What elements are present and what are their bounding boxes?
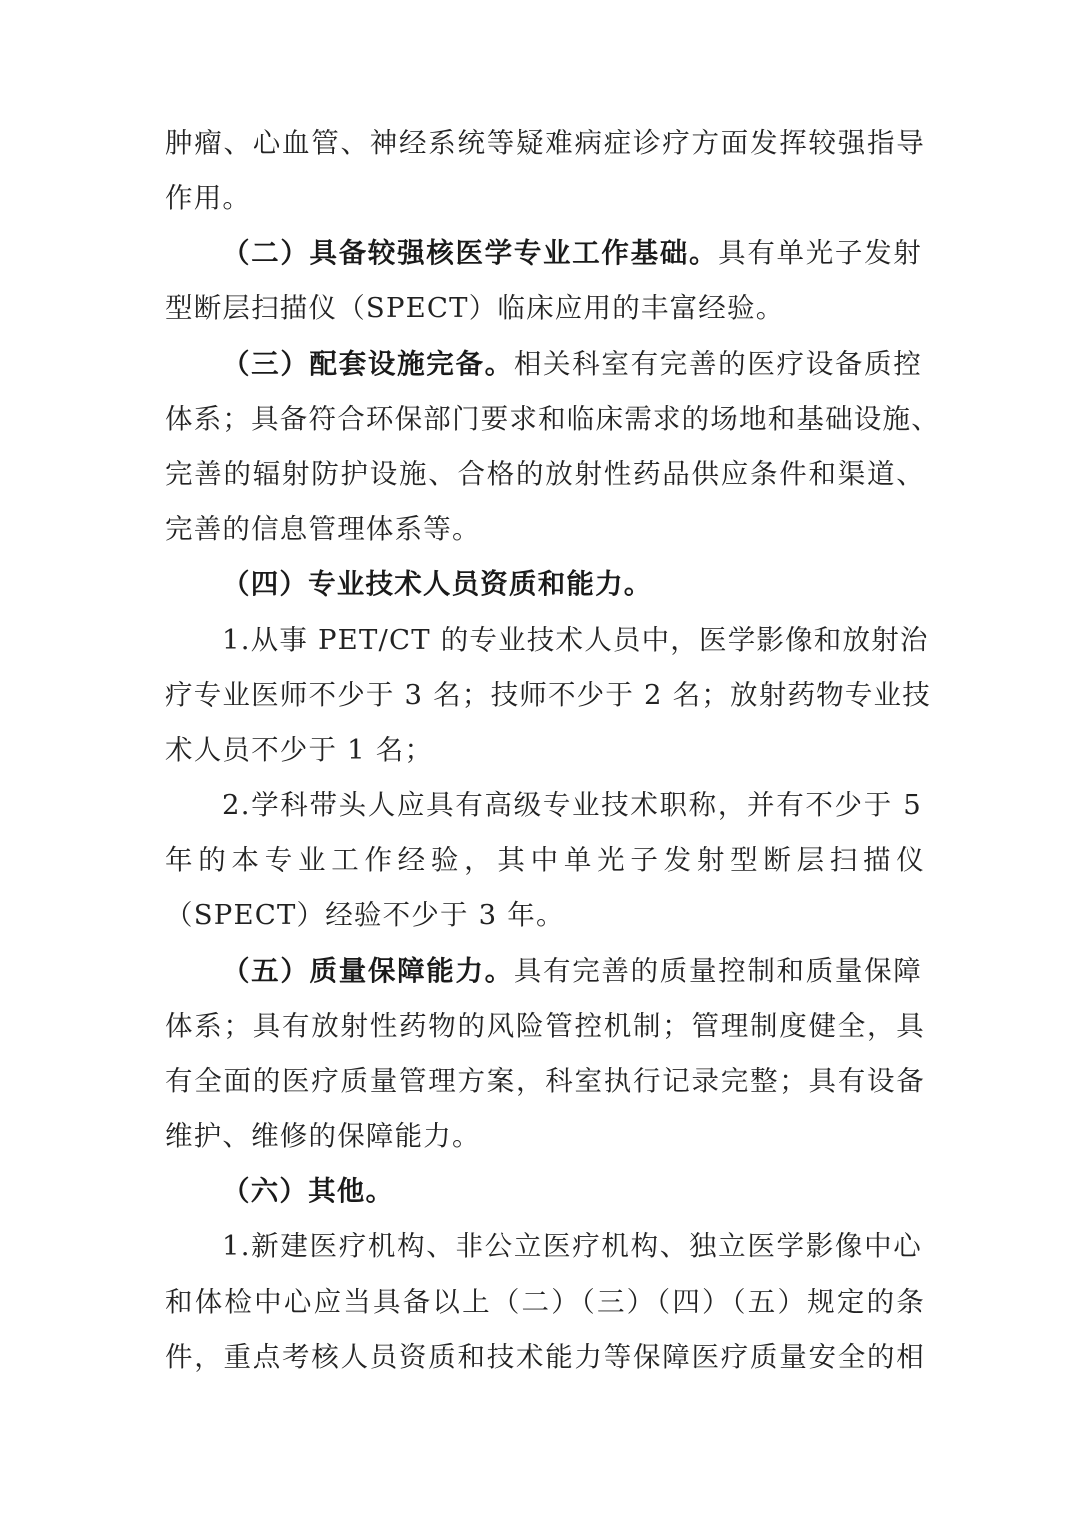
paragraph-line <box>165 675 931 715</box>
paragraph-line <box>222 620 929 660</box>
line-text: 2.学科带头人应具有高级专业技术职称，并有不少于 5 <box>222 789 922 821</box>
line-text: 肿瘤、心血管、神经系统等疑难病症诊疗方面发挥较强指导 <box>165 127 925 159</box>
section-heading-line <box>222 1171 922 1211</box>
line-text: 1.新建医疗机构、非公立医疗机构、独立医学影像中心 <box>222 1230 922 1262</box>
paragraph-line <box>165 1006 925 1046</box>
section-heading: （五）质量保障能力。 <box>222 955 514 987</box>
line-text: 和体检中心应当具备以上（二）（三）（四）（五）规定的条 <box>165 1286 925 1318</box>
line-text: 年的本专业工作经验，其中单光子发射型断层扫描仪 <box>165 844 925 876</box>
paragraph-line <box>165 123 925 163</box>
section-heading-line <box>222 564 922 604</box>
section-heading-line <box>222 951 922 991</box>
line-text: 1.从事 PET/CT 的专业技术人员中，医学影像和放射治 <box>222 624 929 656</box>
line-text: 有全面的医疗质量管理方案，科室执行记录完整；具有设备 <box>165 1065 925 1097</box>
paragraph-line <box>165 840 925 880</box>
line-text: 作用。 <box>165 182 252 214</box>
paragraph-line <box>222 1226 922 1266</box>
line-text: 具有单光子发射 <box>718 237 922 269</box>
section-heading: （三）配套设施完备。 <box>222 348 514 380</box>
section-heading: （六）其他。 <box>222 1175 395 1207</box>
line-text: 术人员不少于 1 名； <box>165 734 434 766</box>
section-heading-line <box>222 344 922 384</box>
paragraph-line <box>165 399 940 439</box>
paragraph-line <box>165 1282 925 1322</box>
paragraph-line <box>165 1337 925 1377</box>
paragraph-line <box>165 730 925 770</box>
line-text: （SPECT）经验不少于 3 年。 <box>165 899 565 931</box>
line-text: 件，重点考核人员资质和技术能力等保障医疗质量安全的相 <box>165 1341 925 1373</box>
paragraph-line <box>165 288 925 328</box>
line-text: 体系；具备符合环保部门要求和临床需求的场地和基础设施、 <box>165 403 940 435</box>
paragraph-line <box>165 178 925 218</box>
line-text: 维护、维修的保障能力。 <box>165 1120 481 1152</box>
line-text: 型断层扫描仪（SPECT）临床应用的丰富经验。 <box>165 292 785 324</box>
section-heading: （二）具备较强核医学专业工作基础。 <box>222 237 719 269</box>
line-text: 完善的信息管理体系等。 <box>165 513 481 545</box>
line-text: 具有完善的质量控制和质量保障 <box>513 955 922 987</box>
line-text: 完善的辐射防护设施、合格的放射性药品供应条件和渠道、 <box>165 458 925 490</box>
line-text: 体系；具有放射性药物的风险管控机制；管理制度健全，具 <box>165 1010 925 1042</box>
paragraph-line <box>165 895 925 935</box>
paragraph-line <box>165 1061 925 1101</box>
line-text: 相关科室有完善的医疗设备质控 <box>513 348 922 380</box>
line-text: 疗专业医师不少于 3 名；技师不少于 2 名；放射药物专业技 <box>165 679 931 711</box>
paragraph-line <box>165 454 925 494</box>
paragraph-line <box>222 785 922 825</box>
section-heading-line <box>222 233 922 273</box>
paragraph-line <box>165 1116 925 1156</box>
section-heading: （四）专业技术人员资质和能力。 <box>222 568 653 600</box>
paragraph-line <box>165 509 925 549</box>
